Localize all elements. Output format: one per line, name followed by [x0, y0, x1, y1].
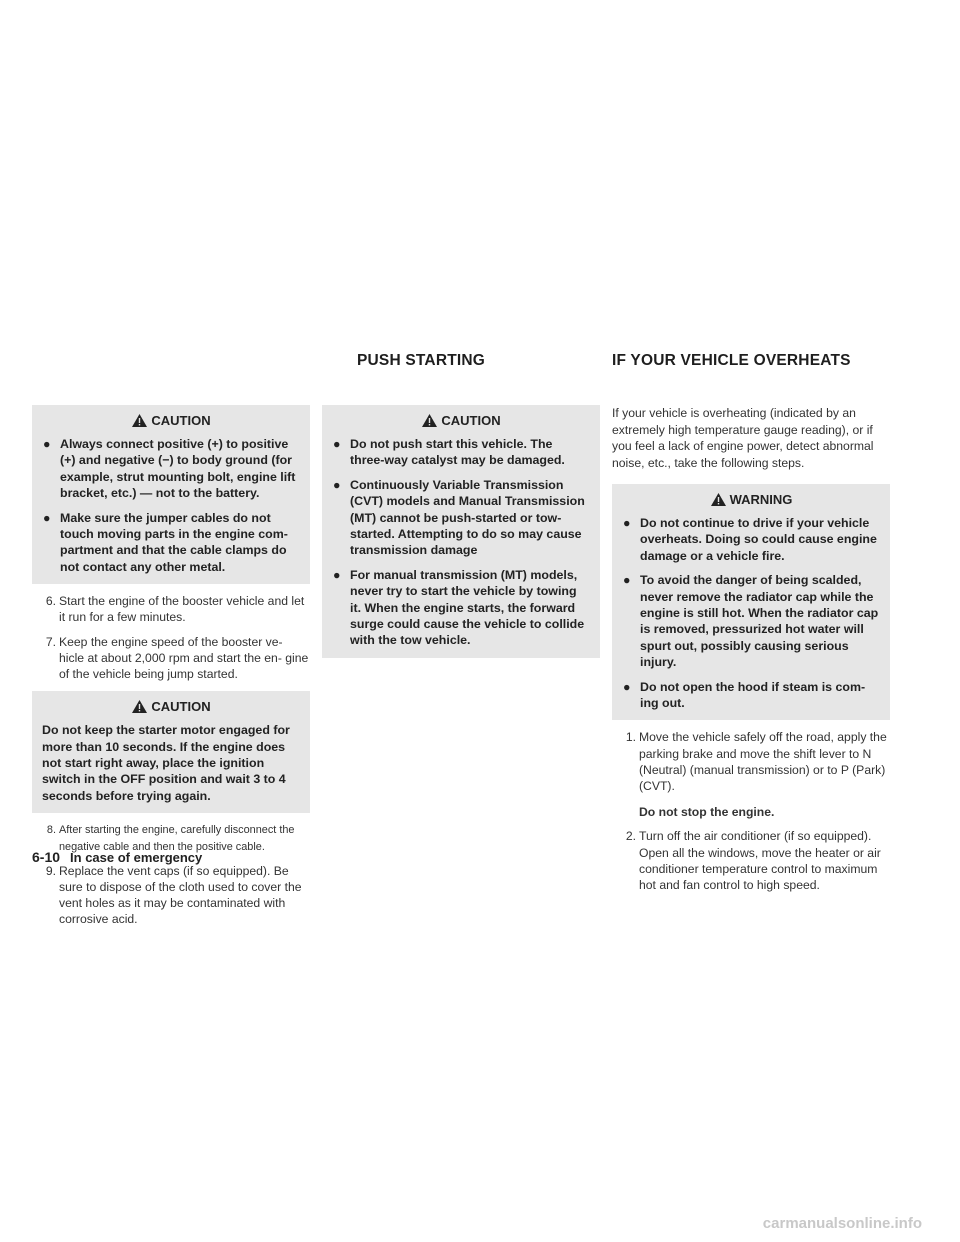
step-number: 7.: [45, 634, 56, 649]
step-text: Keep the engine speed of the booster ve- hicle at about 2,000 rpm and start the en- gine of the vehicle being jump started.: [59, 634, 309, 682]
caution-label: CAUTION: [151, 699, 211, 715]
step-text: Turn off the air conditioner (if so equipped). Open all the windows, move the heater or air conditioner temperature control to maximum hot and fan control to high speed.: [639, 829, 881, 893]
column-right: [612, 405, 890, 902]
step-note: Do not stop the engine.: [639, 805, 775, 820]
column-middle: [322, 405, 600, 667]
warning-triangle-icon: [710, 492, 727, 507]
steps-list: [612, 729, 890, 893]
bullet-icon: ●: [623, 679, 631, 694]
caution-title: [42, 413, 300, 428]
caution-list: [42, 436, 300, 575]
page-number: 6-10: [32, 849, 61, 865]
step-item: [32, 634, 310, 683]
warning-item-text: Do not open the hood if steam is com- ing out.: [640, 679, 866, 711]
push-starting-heading: PUSH STARTING: [357, 352, 486, 369]
step-number: 8.: [46, 824, 56, 837]
caution-label: CAUTION: [441, 413, 501, 428]
caution-text: Do not keep the starter motor engaged for more than 10 seconds. If the engine does not start right away, place the ignition switch in the OFF position and wait 3 to 4 seconds before trying again.: [42, 723, 290, 803]
watermark: carmanualsonline.info: [762, 1215, 922, 1232]
step-item: [612, 729, 890, 820]
caution-item-text: Make sure the jumper cables do not touch moving parts in the engine com- partment and that the cable clamps do not contact any other metal.: [60, 510, 288, 574]
step-text: Replace the vent caps (if so equipped). Be sure to dispose of the cloth used to cover the vent holes as it may be contaminated with corrosive acid.: [59, 863, 302, 927]
caution-box: [322, 405, 600, 658]
warning-box: [612, 484, 890, 720]
bullet-icon: ●: [333, 477, 341, 492]
overheats-heading: IF YOUR VEHICLE OVERHEATS: [612, 352, 851, 369]
page-footer: [32, 849, 202, 865]
steps-list: [32, 822, 310, 927]
intro-text: If your vehicle is overheating (indicated by an extremely high temperature gauge reading), or if you feel a lack of engine power, detect abnormal noise, etc., take the following steps.: [612, 406, 874, 470]
bullet-icon: ●: [333, 437, 341, 451]
bullet-icon: ●: [623, 516, 631, 530]
list-item: [622, 679, 880, 712]
chapter-title: In case of emergency: [70, 850, 203, 865]
step-item: [32, 863, 310, 928]
bullet-icon: ●: [43, 437, 51, 451]
list-item: [622, 572, 880, 670]
step-number: 1.: [625, 730, 636, 745]
caution-item-text: Continuously Variable Transmission (CVT) models and Manual Transmission (MT) cannot be push-started or tow- started. Attempting to do so may cause transmission damage: [350, 477, 585, 558]
list-item: [332, 477, 590, 559]
caution-list: [332, 436, 590, 649]
list-item: [42, 436, 300, 502]
list-item: [332, 436, 590, 469]
warning-triangle-icon: [421, 413, 438, 428]
warning-triangle-icon: [131, 699, 148, 714]
step-item: [32, 593, 310, 625]
list-item: [42, 510, 300, 576]
step-number: 2.: [625, 829, 636, 844]
step-number: 9.: [45, 863, 56, 878]
caution-box: [32, 405, 310, 584]
caution-title: [42, 699, 300, 714]
step-text: Move the vehicle safely off the road, apply the parking brake and move the shift lever to N (Neutral) (manual transmission) or to P (Park) (CVT).: [639, 730, 887, 794]
caution-item-text: For manual transmission (MT) models, never try to start the vehicle by towing it. When the engine starts, the forward surge could cause the vehicle to collide with the tow vehicle.: [350, 567, 585, 648]
bullet-icon: ●: [333, 567, 341, 582]
step-item: [612, 828, 890, 893]
bullet-icon: ●: [43, 510, 51, 525]
caution-item-text: Always connect positive (+) to positive (+) and negative (−) to body ground (for example, strut mounting bolt, engine lift bracket, etc.) — not to the battery.: [60, 437, 296, 501]
warning-list: [622, 515, 880, 711]
steps-list: [32, 593, 310, 682]
caution-label: CAUTION: [151, 413, 211, 428]
bullet-icon: ●: [623, 573, 631, 588]
warning-triangle-icon: [131, 413, 148, 428]
list-item: [622, 515, 880, 564]
warning-label: WARNING: [729, 492, 793, 507]
caution-item-text: Do not push start this vehicle. The three-way catalyst may be damaged.: [350, 437, 565, 468]
step-text: After starting the engine, carefully disconnect the negative cable and then the positive cable.: [59, 824, 295, 853]
warning-item-text: Do not continue to drive if your vehicle overheats. Doing so could cause engine damage or a vehicle fire.: [640, 516, 877, 563]
step-text: Start the engine of the booster vehicle and let it run for a few minutes.: [59, 594, 305, 625]
step-number: 6.: [45, 594, 56, 609]
caution-title: [332, 413, 590, 428]
caution-box: [32, 691, 310, 813]
list-item: [332, 567, 590, 649]
warning-title: [622, 492, 880, 507]
warning-item-text: To avoid the danger of being scalded, never remove the radiator cap while the engine is still hot. When the radiator cap is removed, pressurized hot water will spurt out, possibly causing serious injury.: [640, 573, 879, 670]
